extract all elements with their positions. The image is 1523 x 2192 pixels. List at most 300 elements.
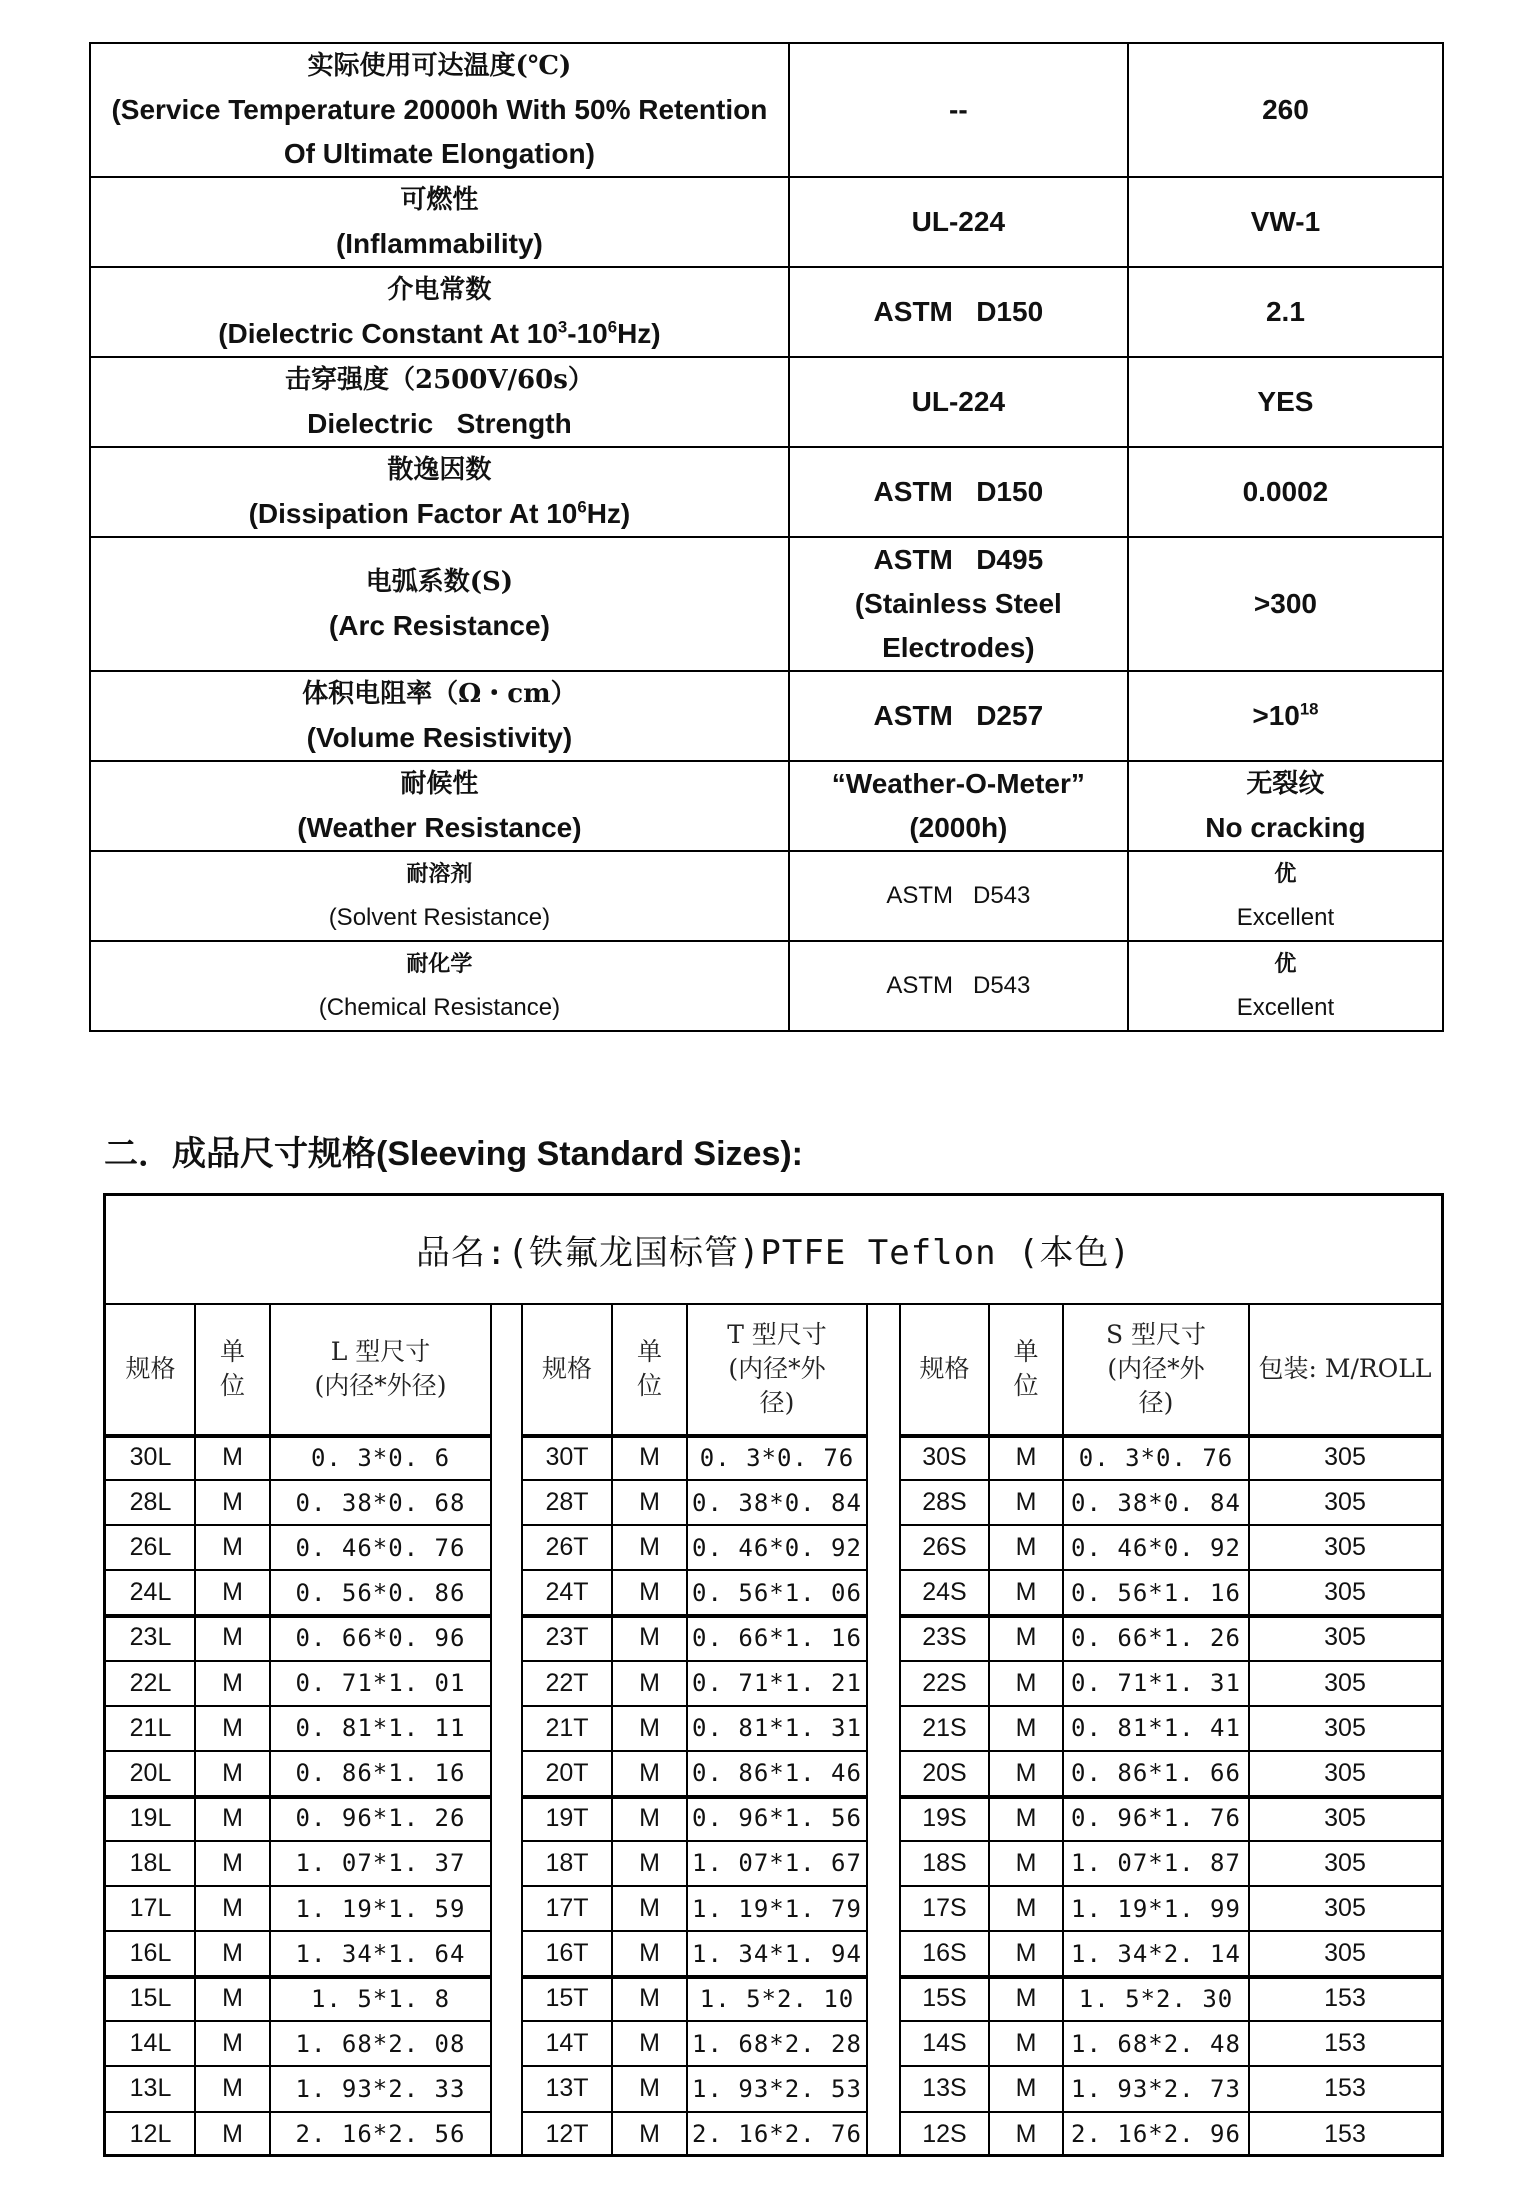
cell-value: 13T [545,2074,589,2103]
cell-value: 30L [129,1443,172,1472]
cell-s-size [1063,1976,1249,2021]
cell-value: 19T [545,1803,589,1832]
method-text: ASTM D150 [873,476,1044,507]
cell-value: 21S [922,1713,967,1742]
cell-value: M [222,1668,243,1697]
cell-t-unit [612,1886,687,1931]
cell-value: 305 [1324,1713,1366,1742]
cell-value: M [222,1939,243,1968]
cell-value: 16T [545,1939,589,1968]
superscript: 3 [557,317,568,337]
cell-s-spec [900,1841,989,1886]
cell-value: 15T [545,1984,589,2013]
cell-value: M [639,2119,660,2148]
cell-s-unit [989,1661,1063,1706]
cell-value: 0. 81*1. 41 [1071,1714,1241,1743]
column-header-label: 包装: M/ROLL [1258,1354,1432,1383]
cell-value: 0. 46*0. 92 [692,1533,862,1562]
cell-value: M [1015,1533,1037,1562]
cell-value: M [1015,1668,1037,1697]
property-value: >300 [1128,537,1443,671]
cell-value: M [222,1984,243,2013]
cell-value: 20S [922,1758,967,1787]
cell-s-size [1063,1615,1249,1660]
cell-value: 1. 07*1. 87 [1071,1849,1241,1878]
cell-t-spec [522,1525,612,1570]
cell-s-spec [900,1435,989,1480]
cell-value: 1. 19*1. 99 [1071,1894,1241,1923]
method-text: (Stainless Steel [854,588,1062,619]
cell-value: M [1015,1939,1037,1968]
cell-packing [1249,1525,1441,1570]
cell-value: 14S [922,2029,967,2058]
property-name-zh: 实际使用可达温度(℃) [307,51,572,81]
property-row [90,267,1443,357]
cell-value: M [222,1578,243,1607]
cell-s-spec [900,1976,989,2021]
cell-s-size [1063,2112,1249,2157]
cell-value: 1. 93*2. 53 [692,2074,862,2103]
cell-value: 15L [129,1984,172,2013]
cell-value: 1. 07*1. 37 [295,1849,466,1878]
property-name [90,357,789,447]
cell-packing [1249,1976,1441,2021]
cell-value: 2. 16*2. 96 [1071,2120,1241,2149]
cell-t-size [687,2112,867,2157]
property-name-en: (Volume Resistivity) [306,722,573,753]
cell-s-spec [900,1751,989,1796]
cell-value: 0. 81*1. 11 [295,1714,466,1743]
cell-t-size [687,1751,867,1796]
cell-value: 18S [922,1848,967,1877]
property-row [90,447,1443,537]
cell-s-unit [989,1525,1063,1570]
property-row [90,537,1443,671]
cell-s-unit [989,2021,1063,2066]
property-row [90,177,1443,267]
cell-l-unit [195,2021,270,2066]
property-name-zh: 耐候性 [400,769,479,799]
text: (Dissipation Factor At 10 [248,498,578,529]
property-name-en: (Solvent Resistance) [328,904,551,931]
method-text: ASTM D543 [886,972,1031,999]
property-name [90,671,789,761]
cell-value: 1. 93*2. 73 [1071,2074,1241,2103]
cell-t-unit [612,1661,687,1706]
cell-value: M [639,1668,660,1697]
cell-value: M [1015,2029,1037,2058]
column-header-label: T 型尺寸 (内径*外 径) [727,1320,827,1417]
cell-value: 1. 68*2. 48 [1071,2029,1241,2058]
cell-value: 12S [922,2119,967,2148]
test-method: -- [789,43,1128,177]
cell-value: 0. 46*0. 76 [295,1533,466,1562]
property-row [90,941,1443,1031]
method-text: Electrodes) [882,632,1035,663]
sizes-table-title [106,1196,1441,1305]
cell-s-spec [900,1796,989,1841]
property-value [1128,671,1443,761]
cell-value: 305 [1324,1848,1366,1877]
cell-t-size [687,1570,867,1615]
cell-value: 26S [922,1533,967,1562]
cell-value: 0. 3*0. 6 [310,1443,451,1472]
cell-value: 14T [545,2029,589,2058]
cell-t-spec [522,1435,612,1480]
cell-value: M [639,1578,660,1607]
cell-t-unit [612,1480,687,1525]
cell-value: 22T [545,1668,589,1697]
cell-value: M [1015,1894,1037,1923]
cell-value: M [1015,1803,1037,1832]
cell-packing [1249,1886,1441,1931]
cell-packing [1249,2021,1441,2066]
cell-packing [1249,1841,1441,1886]
cell-value: M [1015,1443,1037,1472]
cell-t-spec [522,1886,612,1931]
cell-l-size [270,2066,491,2111]
cell-s-unit [989,1976,1063,2021]
cell-value: 21T [545,1713,589,1742]
cell-packing [1249,1751,1441,1796]
cell-s-unit [989,1615,1063,1660]
cell-packing [1249,1931,1441,1976]
cell-s-size [1063,1796,1249,1841]
cell-value: 19L [129,1803,172,1832]
cell-value: M [639,1848,660,1877]
cell-value: 18L [129,1848,172,1877]
cell-value: 22S [922,1668,967,1697]
cell-value: 305 [1324,1443,1366,1472]
cell-l-unit [195,1525,270,1570]
cell-value: 16L [129,1939,172,1968]
cell-value: 0. 86*1. 66 [1071,1759,1241,1788]
cell-s-size [1063,1751,1249,1796]
test-method: UL-224 [789,357,1128,447]
cell-s-unit [989,1796,1063,1841]
cell-value: 0. 81*1. 31 [692,1714,862,1743]
cell-value: M [222,1443,243,1472]
cell-packing [1249,1796,1441,1841]
property-row [90,43,1443,177]
cell-value: 0. 71*1. 01 [295,1669,466,1698]
value-en: Excellent [1236,994,1335,1021]
cell-t-spec [522,2112,612,2157]
test-method: UL-224 [789,177,1128,267]
test-method [789,941,1128,1031]
property-value [1128,761,1443,851]
cell-l-unit [195,1661,270,1706]
column-header-s-size [1063,1303,1249,1435]
property-name [90,941,789,1031]
cell-s-unit [989,1841,1063,1886]
cell-t-spec [522,1796,612,1841]
cell-t-spec [522,1751,612,1796]
cell-l-size [270,1796,491,1841]
method-text: ASTM D257 [873,700,1044,731]
cell-t-unit [612,1706,687,1751]
cell-value: M [1015,2119,1037,2148]
cell-l-size [270,1435,491,1480]
cell-value: 0. 56*0. 86 [295,1578,466,1607]
cell-l-unit [195,1615,270,1660]
cell-value: 1. 68*2. 08 [295,2029,466,2058]
cell-l-unit [195,1480,270,1525]
cell-t-unit [612,1751,687,1796]
cell-l-unit [195,2066,270,2111]
column-header-label: S 型尺寸 (内径*外 径) [1105,1320,1207,1417]
cell-t-unit [612,1615,687,1660]
cell-l-size [270,1751,491,1796]
cell-l-size [270,1615,491,1660]
property-row [90,671,1443,761]
cell-l-spec [106,1480,195,1525]
cell-l-unit [195,1976,270,2021]
cell-packing [1249,1480,1441,1525]
cell-value: 30T [545,1443,589,1472]
cell-l-spec [106,1751,195,1796]
cell-packing [1249,1570,1441,1615]
cell-l-unit [195,1886,270,1931]
cell-value: 1. 34*1. 94 [692,1939,862,1968]
cell-value: 16S [922,1939,967,1968]
cell-s-unit [989,1480,1063,1525]
column-header-t-spec [522,1303,612,1435]
cell-value: M [639,2029,660,2058]
cell-value: M [222,1848,243,1877]
cell-s-unit [989,1886,1063,1931]
cell-value: M [1015,1623,1037,1652]
column-header-t-unit [612,1303,687,1435]
cell-value: M [1015,1848,1037,1877]
column-header-label: 规格 [919,1354,970,1383]
cell-packing [1249,1615,1441,1660]
cell-s-size [1063,2066,1249,2111]
cell-t-size [687,1796,867,1841]
cell-value: 23T [545,1623,589,1652]
property-name-zh: 耐溶剂 [406,861,473,887]
cell-value: M [639,1758,660,1787]
cell-l-spec [106,1841,195,1886]
cell-value: 1. 5*1. 8 [310,1984,451,2013]
cell-value: 0. 38*0. 68 [295,1488,466,1517]
cell-value: 153 [1324,1984,1366,2013]
property-value: 0.0002 [1128,447,1443,537]
cell-value: M [639,1894,660,1923]
property-name-en: (Service Temperature 20000h With 50% Retention Of Ultimate Elongation) [111,94,768,169]
cell-value: M [1015,1578,1037,1607]
cell-t-spec [522,1480,612,1525]
cell-packing [1249,2066,1441,2111]
property-name-en: (Weather Resistance) [297,812,582,843]
cell-value: 26L [129,1533,172,1562]
column-header-l-size [270,1303,491,1435]
cell-value: M [222,1713,243,1742]
properties-table [89,42,1444,1032]
cell-t-unit [612,2066,687,2111]
cell-value: 21L [129,1713,172,1742]
cell-value: 0. 86*1. 16 [295,1759,466,1788]
column-header-l-unit [195,1303,270,1435]
cell-value: 2. 16*2. 56 [295,2120,466,2149]
cell-value: 0. 46*0. 92 [1071,1533,1241,1562]
cell-value: M [639,1623,660,1652]
cell-s-unit [989,1931,1063,1976]
column-header-packing [1249,1303,1441,1435]
cell-t-spec [522,1570,612,1615]
cell-t-size [687,1661,867,1706]
cell-l-spec [106,2112,195,2157]
cell-value: 0. 66*0. 96 [295,1623,466,1652]
cell-value: 1. 5*2. 30 [1078,1984,1234,2013]
sizes-table [103,1193,1444,2157]
cell-packing [1249,1706,1441,1751]
column-header-label: 规格 [541,1354,592,1383]
cell-value: M [1015,1758,1037,1787]
cell-l-spec [106,1525,195,1570]
cell-value: M [639,1488,660,1517]
cell-value: 1. 07*1. 67 [692,1849,862,1878]
text: Hz) [617,318,661,349]
cell-value: 0. 38*0. 84 [692,1488,862,1517]
value-zh: 无裂纹 [1246,769,1325,799]
cell-t-size [687,1480,867,1525]
cell-l-spec [106,1570,195,1615]
cell-value: M [639,1533,660,1562]
cell-value: 0. 3*0. 76 [1078,1443,1234,1472]
property-name-en [95,312,784,356]
cell-t-spec [522,1976,612,2021]
cell-t-unit [612,1841,687,1886]
column-header-label: L 型尺寸 (内径*外径) [314,1337,447,1400]
cell-t-size [687,1706,867,1751]
cell-t-size [687,1525,867,1570]
cell-value: 28L [129,1488,172,1517]
superscript: 6 [577,497,587,517]
cell-l-spec [106,1706,195,1751]
product-name: 品名:(铁氟龙国标管)PTFE Teflon (本色) [416,1233,1131,1273]
cell-l-size [270,1931,491,1976]
property-name [90,177,789,267]
method-text: ASTM D543 [886,882,1031,909]
cell-value: 26T [545,1533,589,1562]
cell-l-size [270,2021,491,2066]
cell-value: M [639,1803,660,1832]
method-text: “Weather-O-Meter” [831,768,1085,799]
cell-value: 23S [922,1623,967,1652]
value-zh: 优 [1274,861,1297,887]
cell-t-unit [612,1435,687,1480]
cell-value: 1. 19*1. 79 [692,1894,862,1923]
property-name [90,43,789,177]
cell-value: 23L [129,1623,172,1652]
cell-value: 153 [1324,2029,1366,2058]
cell-value: 30S [922,1443,967,1472]
cell-value: 305 [1324,1533,1366,1562]
cell-s-size [1063,1706,1249,1751]
cell-t-unit [612,1796,687,1841]
cell-s-unit [989,1570,1063,1615]
cell-value: 13L [129,2074,172,2103]
cell-value: M [639,1939,660,1968]
cell-l-size [270,1886,491,1931]
cell-value: 24L [129,1578,172,1607]
cell-t-spec [522,2021,612,2066]
property-value [1128,851,1443,941]
cell-s-size [1063,1435,1249,1480]
column-header-l-spec [106,1303,195,1435]
cell-value: 20T [545,1758,589,1787]
cell-l-spec [106,1615,195,1660]
cell-s-spec [900,1931,989,1976]
property-value: 260 [1128,43,1443,177]
superscript: 18 [1299,699,1319,719]
cell-s-spec [900,2021,989,2066]
cell-value: M [222,1533,243,1562]
cell-value: 0. 56*1. 16 [1071,1578,1241,1607]
column-header-s-spec [900,1303,989,1435]
test-method [789,851,1128,941]
cell-value: 0. 71*1. 21 [692,1669,862,1698]
cell-s-spec [900,1706,989,1751]
cell-s-size [1063,1525,1249,1570]
cell-t-size [687,2066,867,2111]
cell-value: 153 [1324,2119,1366,2148]
superscript: 6 [607,317,618,337]
cell-l-unit [195,1931,270,1976]
text: -10 [567,318,608,349]
cell-l-size [270,1570,491,1615]
property-name-en: Dielectric Strength [307,408,572,439]
cell-l-size [270,1706,491,1751]
cell-value: 1. 19*1. 59 [295,1894,466,1923]
cell-l-spec [106,1976,195,2021]
cell-value: 305 [1324,1894,1366,1923]
cell-value: M [1015,1713,1037,1742]
value-en: Excellent [1236,904,1335,931]
cell-value: 19S [922,1803,967,1832]
cell-value: 153 [1324,2074,1366,2103]
cell-l-unit [195,1841,270,1886]
test-method [789,671,1128,761]
property-name [90,537,789,671]
cell-value: M [639,1984,660,2013]
cell-value: 1. 93*2. 33 [295,2074,466,2103]
cell-s-spec [900,1480,989,1525]
cell-t-spec [522,1931,612,1976]
column-header-t-size [687,1303,867,1435]
cell-value: M [1015,1488,1037,1517]
cell-packing [1249,1661,1441,1706]
section-heading-en: (Sleeving Standard Sizes): [376,1135,803,1173]
cell-l-size [270,2112,491,2157]
cell-l-size [270,1976,491,2021]
cell-value: 0. 96*1. 56 [692,1804,862,1833]
cell-value: 24T [545,1578,589,1607]
cell-value: 1. 5*2. 10 [699,1984,855,2013]
cell-t-size [687,1841,867,1886]
text: Hz) [586,498,631,529]
property-name-zh: 介电常数 [387,275,492,305]
cell-value: 1. 34*1. 64 [295,1939,466,1968]
cell-t-unit [612,1976,687,2021]
cell-value: 17S [922,1894,967,1923]
cell-l-spec [106,1661,195,1706]
cell-s-size [1063,1886,1249,1931]
property-row [90,851,1443,941]
cell-value: 2. 16*2. 76 [692,2120,862,2149]
text: >10 [1252,700,1300,731]
